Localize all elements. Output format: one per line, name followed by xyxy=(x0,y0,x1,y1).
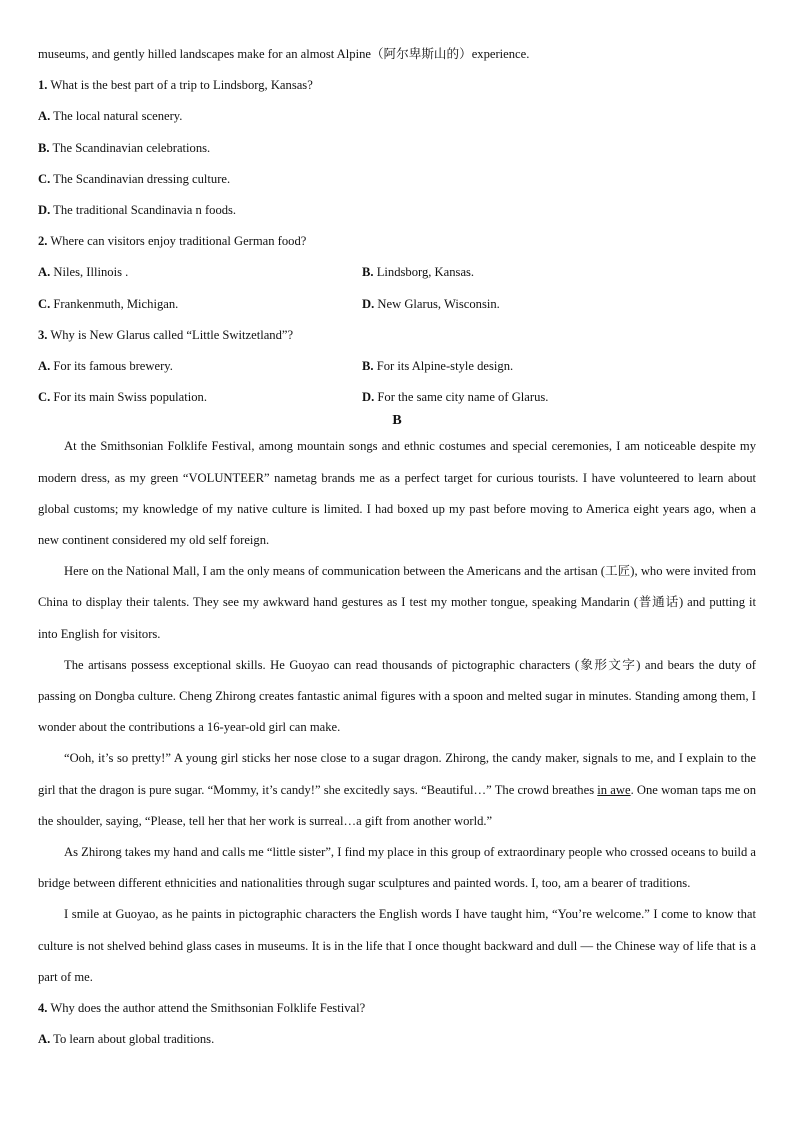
passage-paragraph-6: I smile at Guoyao, as he paints in pictographic characters the English words I have taught him, “You’re welcome.” I come to know that culture is not shelved behind glass cases in museums. It is in the life that I once thought backward and dull — the Chinese way of life that is a part of me. xyxy=(38,907,756,984)
question-text: Where can visitors enjoy traditional German food? xyxy=(50,234,307,249)
option-text: The Scandinavian celebrations. xyxy=(52,140,211,155)
option-letter: B. xyxy=(362,359,374,374)
q2-option-d xyxy=(362,289,756,320)
option-letter: D. xyxy=(362,390,375,405)
underlined-phrase: in awe xyxy=(597,782,631,797)
q3-options xyxy=(38,351,756,413)
passage-paragraph-5: As Zhirong takes my hand and calls me “little sister”, I find my place in this group of extraordinary people who crossed oceans to build a bridge between different ethnicities and nationalities through sugar sculptures and painted words. I, too, am a bearer of traditions. xyxy=(38,845,756,891)
option-text: The Scandinavian dressing culture. xyxy=(53,171,231,186)
passage-paragraph-4 xyxy=(38,743,756,837)
option-letter: A. xyxy=(38,109,51,124)
option-text: For its Alpine-style design. xyxy=(376,359,514,374)
option-text: For its main Swiss population. xyxy=(53,390,207,405)
option-text: To learn about global traditions. xyxy=(53,1032,215,1047)
passage-paragraph-1: At the Smithsonian Folklife Festival, among mountain songs and ethnic costumes and special ceremonies, I am noticeable despite my modern dress, as my green “VOLUNTEER” nametag brands me as a perfect target for curious tourists. I have volunteered to learn about global customs; my knowledge of my native culture is limited. I had boxed up my past before moving to America eight years ago, when a new continent considered my old self foreign. xyxy=(38,439,756,548)
q1-option-c xyxy=(38,164,756,195)
option-text: For its famous brewery. xyxy=(53,359,173,374)
q1-option-a xyxy=(38,101,756,132)
passage-paragraph-3: The artisans possess exceptional skills. He Guoyao can read thousands of pictographic characters (象形文字) and bears the duty of passing on Dongba culture. Cheng Zhirong creates fantastic animal figures with a spoon and melted sugar in minutes. Standing among them, I wonder about the contributions a 16-year-old girl can make. xyxy=(38,657,756,735)
option-letter: C. xyxy=(38,390,51,405)
option-text: For the same city name of Glarus. xyxy=(377,390,549,405)
option-letter: A. xyxy=(38,265,51,280)
option-text: Lindsborg, Kansas. xyxy=(376,265,475,280)
question-number: 1. xyxy=(38,78,48,93)
passage-paragraph-2: Here on the National Mall, I am the only means of communication between the Americans and the artisan (工匠), who were invited from China to display their talents. They see my awkward hand gestures as I test my mother tongue, speaking Mandarin (普通话) and putting it into English for visitors. xyxy=(38,564,756,641)
question-text: Why is New Glarus called “Little Switzetland”? xyxy=(50,327,294,342)
q1-option-b xyxy=(38,133,756,164)
option-letter: A. xyxy=(38,1032,51,1047)
question-number: 3. xyxy=(38,327,48,342)
option-letter: B. xyxy=(362,265,374,280)
option-letter: A. xyxy=(38,359,51,374)
question-2 xyxy=(38,226,756,257)
option-text: The local natural scenery. xyxy=(53,109,183,124)
question-number: 4. xyxy=(38,1001,48,1016)
option-letter: D. xyxy=(38,203,51,218)
option-letter: C. xyxy=(38,171,51,186)
q2-option-a xyxy=(38,257,362,288)
question-1 xyxy=(38,70,756,101)
q2-options xyxy=(38,257,756,319)
question-text: Why does the author attend the Smithsonian Folklife Festival? xyxy=(50,1001,366,1016)
q3-option-c xyxy=(38,382,362,413)
q4-option-a xyxy=(38,1024,756,1055)
q3-option-b xyxy=(362,351,756,382)
paragraph-text: . One woman taps me on the shoulder, saying, “Please, tell her that her work is surreal…a gift from another world.” xyxy=(38,782,757,828)
section-heading: B xyxy=(392,413,402,429)
q3-option-d xyxy=(362,382,756,413)
q2-option-b xyxy=(362,257,756,288)
passage-a-ending: museums, and gently hilled landscapes make for an almost Alpine（阿尔卑斯山的）experience. xyxy=(38,47,530,61)
q2-option-c xyxy=(38,289,362,320)
question-4 xyxy=(38,993,756,1024)
option-letter: B. xyxy=(38,140,50,155)
q1-option-d xyxy=(38,195,756,226)
option-text: Niles, Illinois . xyxy=(53,265,129,280)
option-text: New Glarus, Wisconsin. xyxy=(377,296,500,311)
option-text: The traditional Scandinavia n foods. xyxy=(53,203,237,218)
paragraph-text: “Ooh, it’s so pretty!” A young girl sticks her nose close to a sugar dragon. Zhirong, the candy maker, signals to me, and I explain to the girl that the dragon is pure sugar. “Mommy, it’s candy!” she excitedly says. “Beautiful…” The crowd breathes xyxy=(38,751,756,797)
document-page xyxy=(38,39,756,1056)
question-3 xyxy=(38,320,756,351)
question-text: What is the best part of a trip to Lindsborg, Kansas? xyxy=(50,78,313,93)
option-letter: C. xyxy=(38,296,51,311)
option-letter: D. xyxy=(362,296,375,311)
question-number: 2. xyxy=(38,234,48,249)
option-text: Frankenmuth, Michigan. xyxy=(53,296,179,311)
q3-option-a xyxy=(38,351,362,382)
